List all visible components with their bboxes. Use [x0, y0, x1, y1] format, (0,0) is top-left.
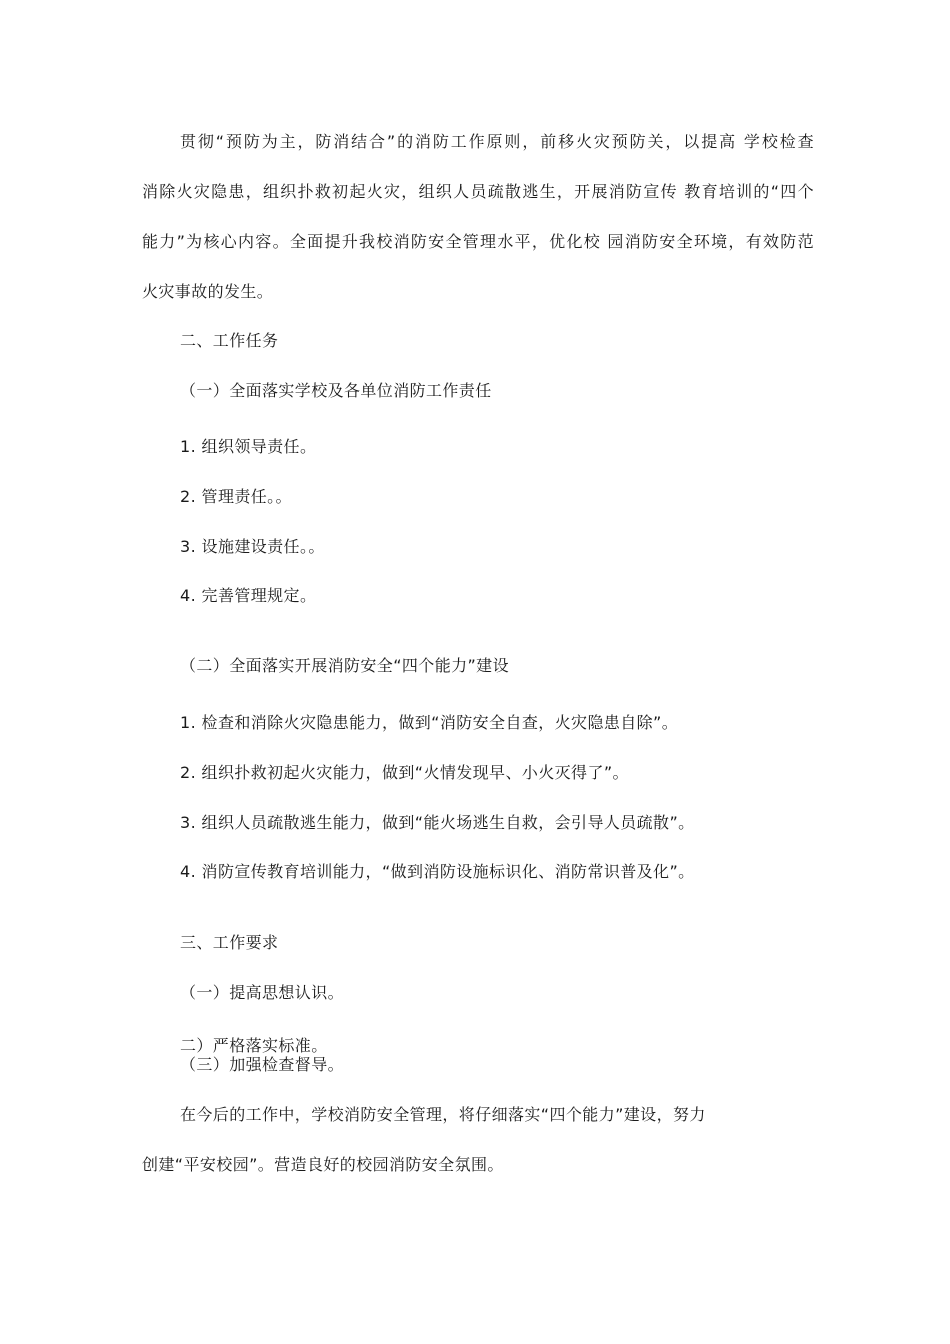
intro-line-3: 能力”为核心内容。全面提升我校消防安全管理水平，优化校 园消防安全环境，有效防范: [142, 232, 814, 251]
sub2-item-3: 3. 组织人员疏散逃生能力，做到“能火场逃生自救，会引导人员疏散”。: [180, 813, 695, 832]
intro-line-4: 火灾事故的发生。: [142, 282, 274, 301]
section2-sub1-heading: （一）全面落实学校及各单位消防工作责任: [180, 381, 492, 400]
sub2-item-2: 2. 组织扑救初起火灾能力，做到“火情发现早、小火灭得了”。: [180, 763, 629, 782]
section2-sub2-heading: （二）全面落实开展消防安全“四个能力”建设: [180, 656, 509, 675]
section3-item-3: （三）加强检查督导。: [180, 1055, 345, 1074]
intro-line-2: 消除火灾隐患，组织扑救初起火灾，组织人员疏散逃生，开展消防宣传 教育培训的“四个: [142, 182, 814, 201]
conclusion-line-2: 创建“平安校园”。营造良好的校园消防安全氛围。: [142, 1155, 504, 1174]
conclusion-line-1: 在今后的工作中，学校消防安全管理，将仔细落实“四个能力”建设，努力: [180, 1105, 706, 1124]
sub2-item-1: 1. 检查和消除火灾隐患能力，做到“消防安全自查，火灾隐患自除”。: [180, 713, 679, 732]
sub2-item-4: 4. 消防宣传教育培训能力，“做到消防设施标识化、消防常识普及化”。: [180, 862, 695, 881]
section3-item-1: （一）提高思想认识。: [180, 983, 345, 1002]
section3-item-2: 二）严格落实标准。: [180, 1036, 328, 1055]
sub1-item-4: 4. 完善管理规定。: [180, 586, 317, 605]
sub1-item-2: 2. 管理责任。。: [180, 487, 292, 506]
section2-heading: 二、工作任务: [180, 331, 279, 350]
sub1-item-3: 3. 设施建设责任。。: [180, 537, 325, 556]
intro-line-1: 贯彻“预防为主，防消结合”的消防工作原则，前移火灾预防关，以提高 学校检查: [180, 132, 814, 151]
sub1-item-1: 1. 组织领导责任。: [180, 437, 317, 456]
section3-heading: 三、工作要求: [180, 933, 279, 952]
